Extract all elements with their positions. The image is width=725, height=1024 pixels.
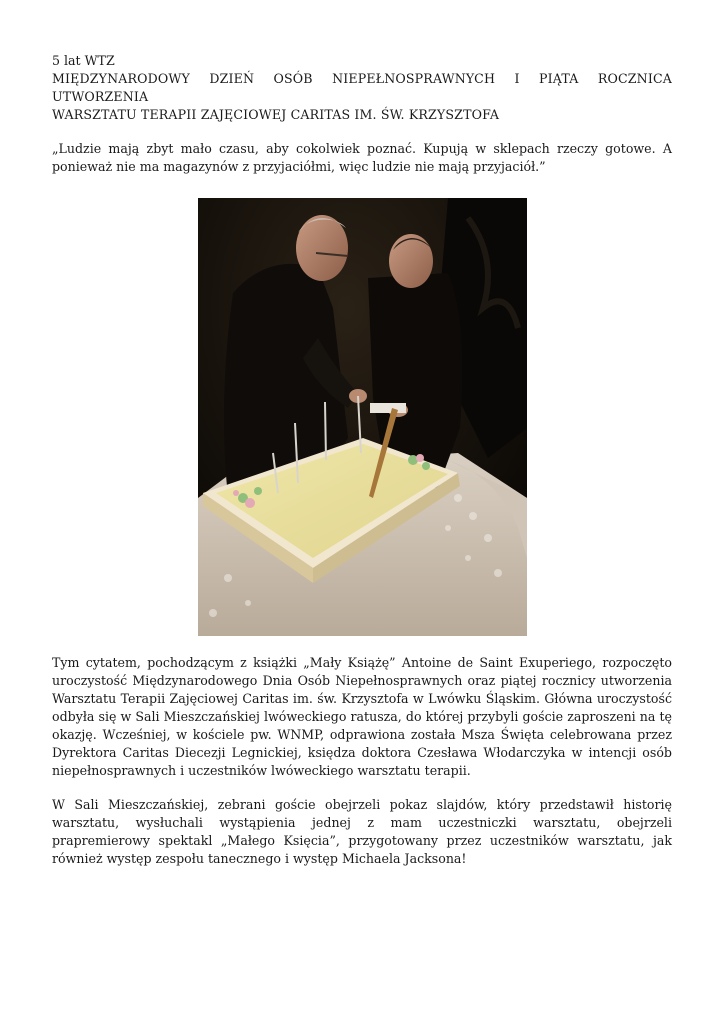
body-paragraph: W Sali Mieszczańskiej, zebrani goście obejrzeli pokaz slajdów, który przedstawił historię warsztatu, wysłuchali wystąpienia jednej z mam uczestniczki warsztatu, obejrzeli prapremierowy spektakl „Małego Księcia”, przygotowany przez uczestników warsztatu, jak również występ zespołu tanecznego i występ Michaela Jacksona! — [52, 797, 672, 866]
body-paragraph: Tym cytatem, pochodzącym z książki „Mały Książę” Antoine de Saint Exuperiego, rozpoczęto uroczystość Międzynarodowego Dnia Osób Niepełnosprawnych oraz piątej rocznicy utworzenia Warsztatu Terapii Zajęciowej Caritas im. św. Krzysztofa w Lwówku Śląskim. Główna uroczystość odbyła się w Sali Mieszczańskiej lwóweckiego ratusza, do której przybyli goście zaproszeni na tę okazję. Wcześniej, w kościele pw. WNMP, odprawiona została Msza Święta celebrowana przez Dyrektora Caritas Diecezji Legnickiej, księdza doktora Czesława Włodarczyka w intencji osób niepełnosprawnych i uczestników lwóweckiego warsztatu terapii. — [52, 655, 672, 778]
opening-quote: „Ludzie mają zbyt mało czasu, aby cokolwiek poznać. Kupują w sklepach rzeczy gotowe. A ponieważ nie ma magazynów z przyjaciółmi, więc ludzie nie mają przyjaciół.” — [52, 141, 672, 174]
document-header: 5 lat WTZ — [52, 53, 115, 68]
title-line-1: MIĘDZYNARODOWY DZIEŃ OSÓB NIEPEŁNOSPRAWNYCH I PIĄTA ROCZNICA UTWORZENIA — [52, 71, 672, 104]
cake-cutting-photo — [198, 198, 527, 636]
document-page — [52, 52, 672, 866]
title-line-2: WARSZTATU TERAPII ZAJĘCIOWEJ CARITAS IM. ŚW. KRZYSZTOFA — [52, 107, 500, 122]
photo-illustration — [198, 198, 527, 636]
